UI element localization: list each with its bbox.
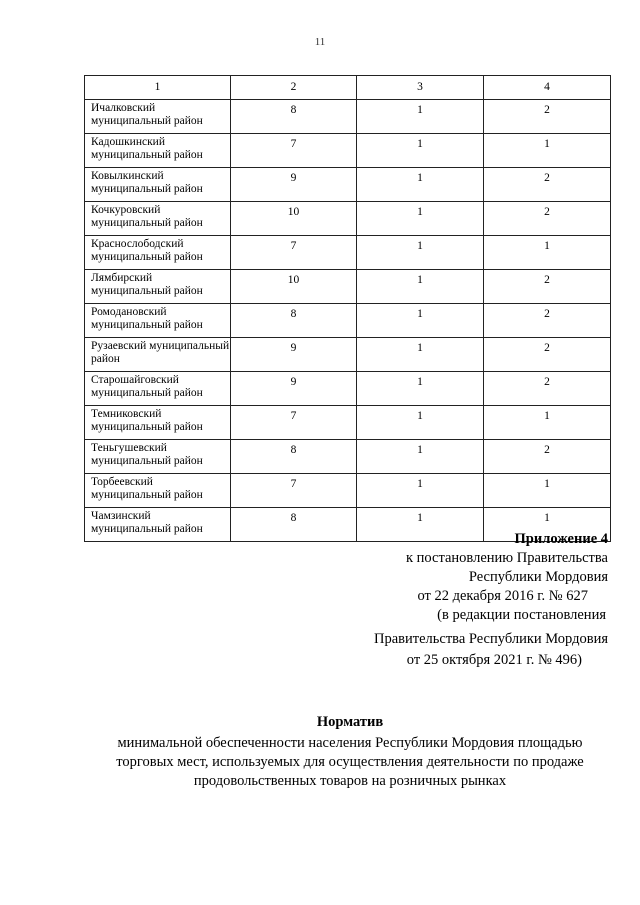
- value-cell-3: 1: [357, 100, 484, 134]
- value-cell-4: 1: [484, 406, 611, 440]
- district-name-cell: Рузаевский муниципальный район: [85, 338, 231, 372]
- norm-title: Норматив: [316, 714, 384, 730]
- appendix-line: от 25 октября 2021 г. № 496): [406, 652, 582, 668]
- district-name-cell: Краснослободский муниципальный район: [85, 236, 231, 270]
- value-cell-4: 1: [484, 508, 611, 542]
- table-row: [85, 372, 611, 406]
- value-cell-4: 1: [484, 134, 611, 168]
- table-row: [85, 168, 611, 202]
- appendix-line: к постановлению Правительства: [406, 550, 608, 566]
- column-header-1: 1: [85, 76, 231, 100]
- table-row: [85, 440, 611, 474]
- value-cell-2: 8: [231, 100, 357, 134]
- table-row: [85, 474, 611, 508]
- table-row: [85, 236, 611, 270]
- district-name-cell: Ромодановский муниципальный район: [85, 304, 231, 338]
- table-body: [85, 100, 611, 542]
- page-number: 11: [314, 36, 326, 48]
- value-cell-3: 1: [357, 508, 484, 542]
- district-name-cell: Теньгушевский муниципальный район: [85, 440, 231, 474]
- district-name-cell: Ичалковский муниципальный район: [85, 100, 231, 134]
- district-name-cell: Ковылкинский муниципальный район: [85, 168, 231, 202]
- table-row: [85, 270, 611, 304]
- norm-line: продовольственных товаров на розничных рынках: [193, 773, 507, 789]
- value-cell-2: 9: [231, 338, 357, 372]
- districts-table: [84, 75, 611, 542]
- district-name-cell: Темниковский муниципальный район: [85, 406, 231, 440]
- value-cell-4: 2: [484, 440, 611, 474]
- value-cell-2: 8: [231, 508, 357, 542]
- table-row: [85, 406, 611, 440]
- value-cell-2: 10: [231, 202, 357, 236]
- value-cell-2: 7: [231, 134, 357, 168]
- value-cell-3: 1: [357, 440, 484, 474]
- value-cell-2: 8: [231, 440, 357, 474]
- value-cell-3: 1: [357, 338, 484, 372]
- appendix-line: от 22 декабря 2016 г. № 627: [417, 588, 588, 604]
- district-name-cell: Лямбирский муниципальный район: [85, 270, 231, 304]
- column-header-3: 3: [357, 76, 484, 100]
- value-cell-2: 10: [231, 270, 357, 304]
- value-cell-3: 1: [357, 304, 484, 338]
- district-name-cell: Торбеевский муниципальный район: [85, 474, 231, 508]
- table-row: [85, 338, 611, 372]
- value-cell-3: 1: [357, 236, 484, 270]
- district-name-cell: Кочкуровский муниципальный район: [85, 202, 231, 236]
- value-cell-2: 9: [231, 168, 357, 202]
- value-cell-3: 1: [357, 474, 484, 508]
- value-cell-2: 7: [231, 406, 357, 440]
- value-cell-3: 1: [357, 168, 484, 202]
- value-cell-2: 7: [231, 236, 357, 270]
- value-cell-4: 1: [484, 236, 611, 270]
- district-name-cell: Чамзинский муниципальный район: [85, 508, 231, 542]
- column-header-4: 4: [484, 76, 611, 100]
- value-cell-4: 2: [484, 270, 611, 304]
- value-cell-3: 1: [357, 134, 484, 168]
- value-cell-2: 7: [231, 474, 357, 508]
- table-row: [85, 100, 611, 134]
- table-row: [85, 202, 611, 236]
- column-header-2: 2: [231, 76, 357, 100]
- value-cell-2: 8: [231, 304, 357, 338]
- value-cell-3: 1: [357, 406, 484, 440]
- value-cell-4: 2: [484, 372, 611, 406]
- value-cell-3: 1: [357, 202, 484, 236]
- appendix-line: Республики Мордовия: [468, 569, 608, 585]
- norm-line: минимальной обеспеченности населения Республики Мордовия площадью: [117, 735, 583, 751]
- value-cell-4: 2: [484, 168, 611, 202]
- district-name-cell: Старошайговский муниципальный район: [85, 372, 231, 406]
- value-cell-4: 1: [484, 474, 611, 508]
- appendix-line: Правительства Республики Мордовия: [374, 631, 608, 647]
- appendix-block: [288, 530, 608, 670]
- value-cell-2: 9: [231, 372, 357, 406]
- appendix-title: Приложение 4: [514, 531, 608, 547]
- table-row: [85, 134, 611, 168]
- value-cell-3: 1: [357, 270, 484, 304]
- table-header-row: [85, 76, 611, 100]
- value-cell-4: 2: [484, 202, 611, 236]
- district-name-cell: Кадошкинский муниципальный район: [85, 134, 231, 168]
- appendix-line: (в редакции постановления: [437, 607, 606, 623]
- value-cell-4: 2: [484, 338, 611, 372]
- norm-block: [60, 713, 640, 791]
- value-cell-4: 2: [484, 100, 611, 134]
- norm-line: торговых мест, используемых для осуществления деятельности по продаже: [116, 754, 584, 770]
- value-cell-4: 2: [484, 304, 611, 338]
- table-row: [85, 304, 611, 338]
- value-cell-3: 1: [357, 372, 484, 406]
